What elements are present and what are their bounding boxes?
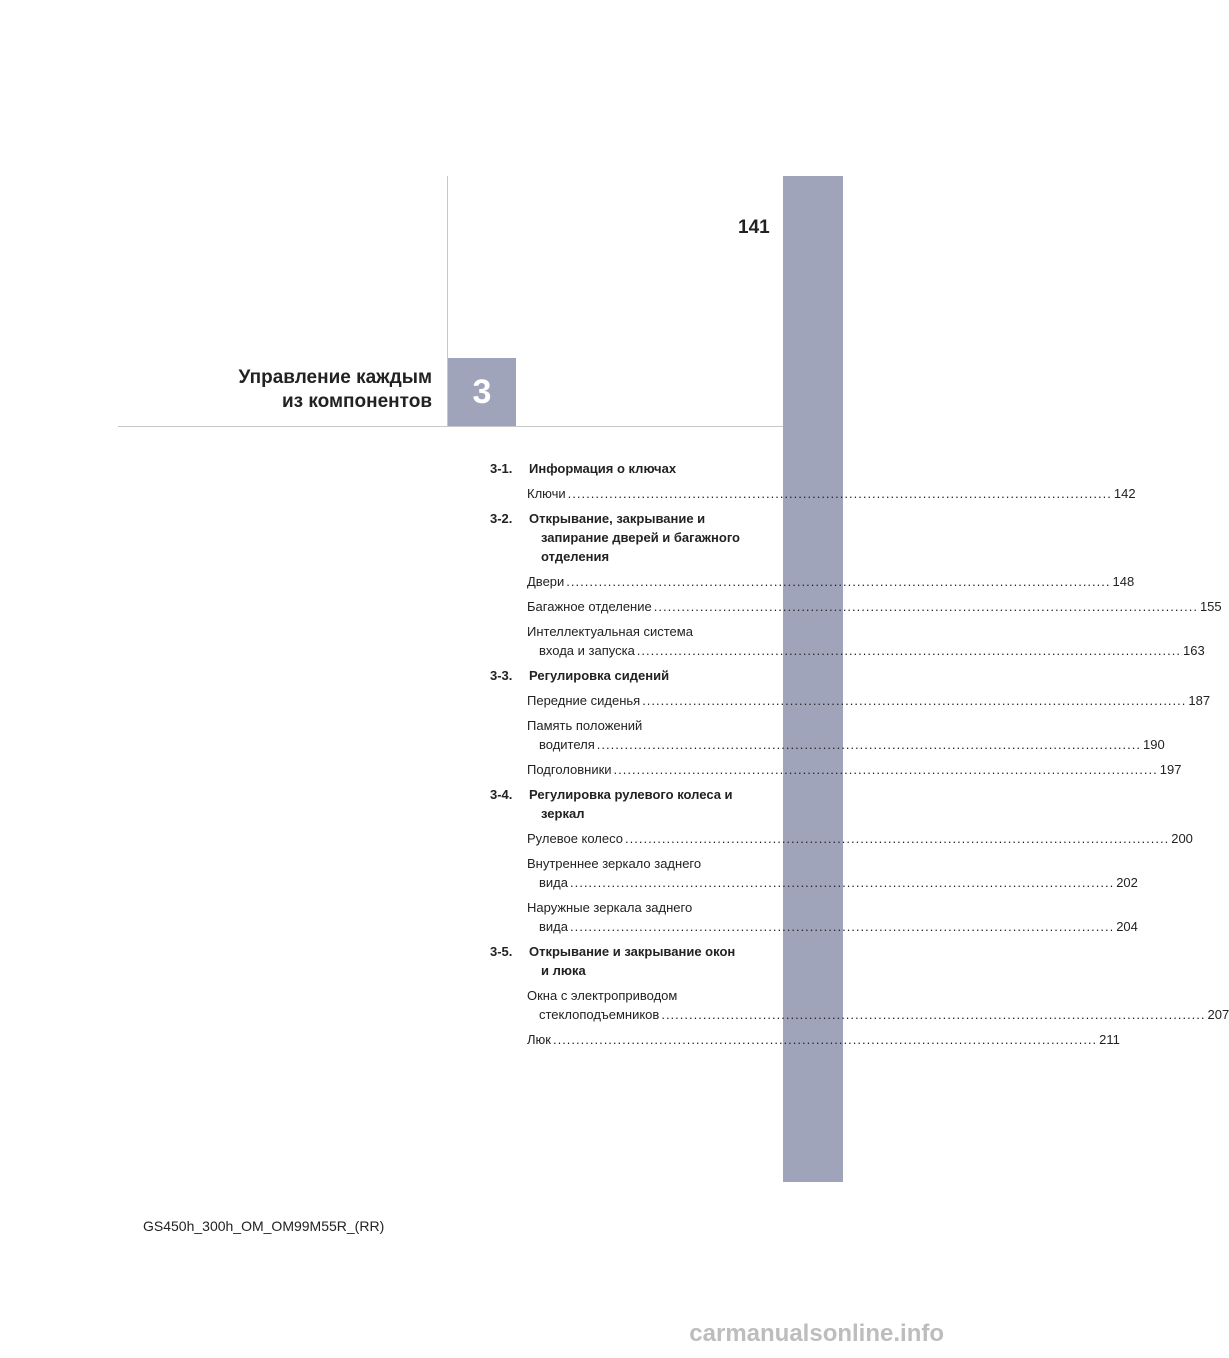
section-number: 3-5.	[490, 944, 513, 959]
dot-leader	[661, 1007, 1205, 1022]
chapter-number: 3	[472, 373, 492, 411]
toc-section-3-3	[490, 666, 740, 685]
entry-title-line1: Интеллектуальная система	[527, 624, 693, 639]
entry-page: 204	[1116, 919, 1138, 934]
entry-title-line1: Внутреннее зеркало заднего	[527, 856, 702, 871]
section-number: 3-1.	[490, 461, 513, 476]
entry-page: 207	[1207, 1007, 1229, 1022]
entry-title-line1: Окна с электроприводом	[527, 988, 678, 1003]
dot-leader	[637, 643, 1181, 658]
toc-section-3-2	[490, 509, 740, 566]
dot-leader	[570, 875, 1114, 890]
section-number: 3-4.	[490, 787, 513, 802]
toc-entry[interactable]	[490, 854, 1138, 892]
toc-section-3-1	[490, 459, 740, 478]
entry-page: 148	[1112, 574, 1135, 589]
entry-title-line1: Память положений	[527, 718, 643, 733]
chapter-title	[239, 366, 432, 414]
entry-title: Передние сиденья	[527, 693, 641, 708]
section-title[interactable]: Регулировка рулевого колеса и зеркал	[529, 787, 733, 821]
toc-entry[interactable]	[490, 829, 1193, 848]
dot-leader	[570, 919, 1114, 934]
section-title[interactable]: Регулировка сидений	[529, 668, 670, 683]
entry-page: 202	[1116, 875, 1138, 890]
horizontal-rule	[118, 426, 783, 427]
entry-title: входа и запуска	[539, 643, 635, 658]
entry-page: 187	[1188, 693, 1211, 708]
entry-title: стеклоподъемников	[539, 1007, 660, 1022]
toc-entry[interactable]	[490, 622, 1205, 660]
dot-leader	[625, 829, 1169, 848]
section-title[interactable]: Открывание и закрывание окон и люка	[529, 944, 736, 978]
entry-title: Люк	[527, 1032, 551, 1047]
toc-section-3-4	[490, 785, 740, 823]
dot-leader	[568, 484, 1112, 503]
entry-title: Рулевое колесо	[527, 831, 624, 846]
section-title[interactable]: Информация о ключах	[529, 461, 677, 476]
entry-title: вида	[539, 919, 568, 934]
toc-entry[interactable]	[490, 597, 1222, 616]
toc-entry[interactable]	[490, 898, 1138, 936]
document-footer: GS450h_300h_OM_OM99M55R_(RR)	[143, 1218, 385, 1234]
entry-title: Подголовники	[527, 762, 612, 777]
section-number: 3-3.	[490, 668, 513, 683]
dot-leader	[642, 691, 1186, 710]
entry-page: 197	[1159, 762, 1182, 777]
watermark: carmanualsonline.info	[689, 1320, 944, 1347]
chapter-number-box	[448, 358, 516, 426]
entry-title: Ключи	[527, 486, 566, 501]
table-of-contents	[490, 459, 1229, 1055]
dot-leader	[597, 737, 1141, 752]
dot-leader	[566, 572, 1110, 591]
chapter-title-line2: из компонентов	[281, 391, 432, 412]
entry-page: 190	[1143, 737, 1165, 752]
entry-title: вида	[539, 875, 568, 890]
chapter-title-line1: Управление каждым	[238, 367, 432, 388]
entry-title: водителя	[539, 737, 595, 752]
entry-page: 200	[1171, 831, 1193, 846]
toc-entry[interactable]	[490, 1030, 1120, 1049]
entry-page: 155	[1199, 599, 1222, 614]
toc-entry[interactable]	[490, 716, 1165, 754]
dot-leader	[654, 597, 1198, 616]
toc-entry[interactable]	[490, 760, 1182, 779]
entry-title: Двери	[527, 574, 565, 589]
entry-page: 211	[1099, 1032, 1120, 1047]
dot-leader	[614, 760, 1158, 779]
entry-title: Багажное отделение	[527, 599, 652, 614]
section-number: 3-2.	[490, 511, 513, 526]
toc-entry[interactable]	[490, 572, 1135, 591]
entry-page: 163	[1183, 643, 1205, 658]
toc-section-3-5	[490, 942, 740, 980]
entry-page: 142	[1113, 486, 1136, 501]
page-number: 141	[738, 217, 770, 238]
toc-entry[interactable]	[490, 484, 1136, 503]
section-title[interactable]: Открывание, закрывание и запирание дверей и багажного отделения	[529, 511, 740, 564]
toc-entry[interactable]	[490, 986, 1229, 1024]
toc-entry[interactable]	[490, 691, 1211, 710]
entry-title-line1: Наружные зеркала заднего	[527, 900, 693, 915]
dot-leader	[553, 1030, 1097, 1049]
